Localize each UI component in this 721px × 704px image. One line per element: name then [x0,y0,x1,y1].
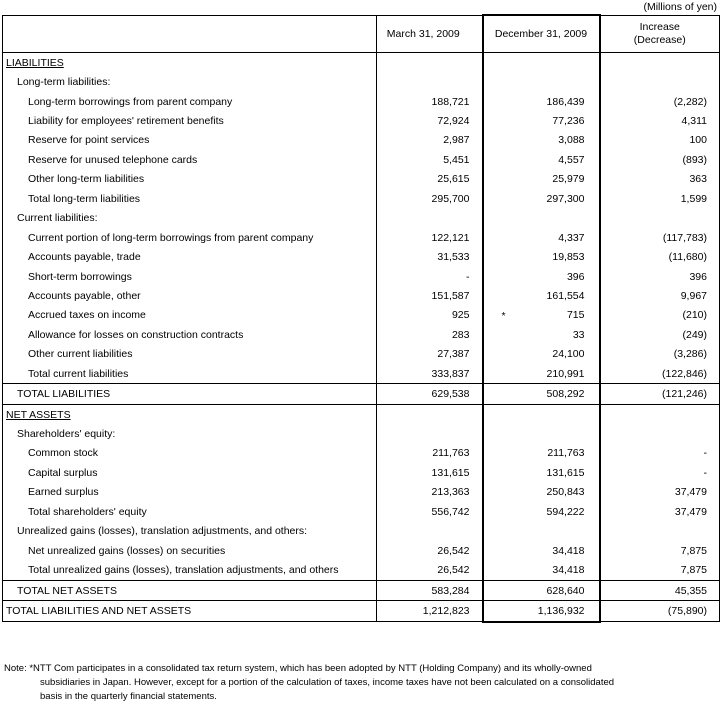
value-increase-decrease [600,228,720,247]
value-march-2009 [377,209,483,228]
value-increase-decrease-text: 396 [689,270,707,283]
header-decrease-line: (Decrease) [633,33,686,46]
table-row [3,111,720,130]
value-december-2009-text: 628,640 [546,584,585,597]
table-row [3,541,720,560]
value-march-2009 [377,53,483,73]
row-label-text: Capital surplus [28,466,98,479]
table-row [3,364,720,384]
row-label-text: Other current liabilities [28,348,133,361]
row-label [3,483,377,502]
value-december-2009 [483,228,600,247]
value-increase-decrease [600,560,720,580]
row-label-text: Net unrealized gains (losses) on securities [28,544,226,557]
value-increase-decrease [600,463,720,482]
table-row [3,325,720,344]
value-increase-decrease-text: (11,680) [668,251,707,264]
value-increase-decrease [600,502,720,521]
value-march-2009-text: 188,721 [431,95,470,108]
row-label [3,444,377,463]
value-march-2009 [377,580,483,600]
value-increase-decrease-text: (75,890) [667,605,707,618]
value-increase-decrease-text: 1,599 [680,192,707,205]
value-december-2009-text: 211,763 [547,447,585,460]
value-march-2009 [377,541,483,560]
row-label [3,92,377,111]
table-row [3,463,720,482]
table-row [3,247,720,266]
row-label-text: Short-term borrowings [28,270,132,283]
value-december-2009 [483,306,600,325]
value-increase-decrease-text: (3,286) [673,348,707,361]
value-december-2009-text: 19,853 [552,251,585,264]
row-label [3,306,377,325]
value-march-2009 [377,267,483,286]
value-december-2009 [483,601,600,622]
value-march-2009-text: 72,924 [437,115,470,128]
value-march-2009 [377,228,483,247]
value-march-2009 [377,189,483,208]
value-december-2009 [483,72,600,91]
value-increase-decrease-text: 4,311 [681,115,707,128]
value-march-2009-text: 31,533 [437,251,470,264]
value-increase-decrease [600,267,720,286]
table-row [3,444,720,463]
row-label-text: Accrued taxes on income [28,309,146,322]
value-march-2009-text: - [466,270,470,283]
row-label [3,170,377,189]
value-march-2009-text: 1,212,823 [422,605,470,618]
value-december-2009 [483,522,600,541]
value-increase-decrease [600,424,720,443]
value-increase-decrease [600,170,720,189]
value-december-2009-text: 715 [566,309,585,322]
row-label-text: Reserve for unused telephone cards [28,153,198,166]
value-march-2009 [377,502,483,521]
value-december-2009 [483,150,600,169]
value-march-2009-text: 925 [451,309,470,322]
row-label-text: Common stock [28,447,99,460]
value-increase-decrease [600,384,720,404]
row-label [3,53,377,73]
row-label [3,150,377,169]
row-label [3,345,377,364]
value-increase-decrease [600,72,720,91]
value-march-2009-text: 333,837 [431,367,470,380]
value-december-2009 [483,463,600,482]
value-march-2009 [377,601,483,622]
value-december-2009-text: 33 [572,328,585,341]
row-label [3,267,377,286]
value-increase-decrease-text: 37,479 [674,486,707,499]
value-march-2009 [377,92,483,111]
value-march-2009 [377,170,483,189]
units-label: (Millions of yen) [643,1,717,13]
row-label-text: TOTAL NET ASSETS [17,584,117,597]
value-december-2009-text: 34,418 [552,564,585,577]
value-december-2009-text: 131,615 [546,466,585,479]
value-march-2009 [377,306,483,325]
table-row [3,72,720,91]
row-label [3,580,377,600]
table-row [3,306,720,325]
row-label-text: Earned surplus [28,486,99,499]
value-increase-decrease-text: (122,846) [662,367,707,380]
table-header-row [3,15,720,53]
row-label [3,189,377,208]
row-label [3,72,377,91]
header-december-2009: December 31, 2009 [483,15,600,53]
value-increase-decrease [600,150,720,169]
value-december-2009-text: 594,222 [546,505,585,518]
value-december-2009 [483,131,600,150]
value-increase-decrease [600,444,720,463]
footnote-line-3: basis in the quarterly financial statements. [40,691,217,702]
value-march-2009-text: 629,538 [431,388,470,401]
table-row [3,189,720,208]
row-label [3,404,377,424]
value-march-2009-text: 26,542 [437,564,470,577]
row-label-text: Long-term borrowings from parent company [28,95,233,108]
row-label-text: TOTAL LIABILITIES AND NET ASSETS [6,605,192,618]
row-label-text: Unrealized gains (losses), translation adjustments, and others: [17,525,308,538]
table-row [3,345,720,364]
value-march-2009-text: 2,987 [443,134,470,147]
value-december-2009-text: 161,554 [546,289,585,302]
value-increase-decrease [600,306,720,325]
table-row [3,580,720,600]
row-label [3,384,377,404]
value-increase-decrease-text: (210) [682,309,707,322]
row-label [3,560,377,580]
value-march-2009 [377,345,483,364]
value-increase-decrease-text: 45,355 [674,584,707,597]
value-march-2009 [377,364,483,384]
value-increase-decrease-text: - [703,447,707,460]
table-row [3,267,720,286]
value-increase-decrease [600,92,720,111]
table-row [3,286,720,305]
row-label-text: Long-term liabilities: [17,76,111,89]
value-december-2009 [483,384,600,404]
value-march-2009 [377,111,483,130]
value-increase-decrease [600,364,720,384]
value-december-2009 [483,111,600,130]
value-march-2009-text: 283 [451,328,470,341]
row-label-text: NET ASSETS [6,408,71,421]
table-row [3,150,720,169]
table-row [3,170,720,189]
row-label-text: Current liabilities: [17,212,98,225]
value-december-2009 [483,580,600,600]
value-march-2009-text: 213,363 [431,486,470,499]
table-row [3,560,720,580]
value-december-2009-text: 1,136,932 [537,604,585,617]
footnote [4,662,704,704]
value-december-2009 [483,404,600,424]
header-label-cell [3,15,377,53]
value-increase-decrease-text: 7,875 [680,564,707,577]
header-increase-decrease [600,15,720,53]
value-increase-decrease [600,209,720,228]
row-label [3,463,377,482]
value-december-2009-text: 3,088 [558,134,585,147]
value-december-2009-text: 210,991 [546,367,585,380]
value-december-2009 [483,364,600,384]
value-march-2009-text: 556,742 [431,505,470,518]
value-increase-decrease [600,189,720,208]
value-december-2009 [483,444,600,463]
row-label-text: Liability for employees' retirement benefits [28,115,224,128]
value-march-2009 [377,444,483,463]
value-march-2009-text: 25,615 [437,173,470,186]
value-december-2009 [483,541,600,560]
value-increase-decrease [600,111,720,130]
header-increase-line: Increase [639,20,680,33]
row-label-text: Current portion of long-term borrowings from parent company [28,231,314,244]
row-label-text: Allowance for losses on construction contracts [28,328,244,341]
table-row [3,404,720,424]
value-march-2009-text: 151,587 [431,289,470,302]
value-december-2009 [483,209,600,228]
value-increase-decrease [600,345,720,364]
value-increase-decrease-text: 100 [689,134,707,147]
row-label-text: TOTAL LIABILITIES [17,388,111,401]
value-march-2009 [377,150,483,169]
value-december-2009-text: 4,557 [558,153,585,166]
table-row [3,483,720,502]
value-december-2009-text: 77,236 [552,115,585,128]
value-march-2009-text: 5,451 [443,153,470,166]
value-increase-decrease [600,404,720,424]
row-label-text: Accounts payable, trade [28,251,141,264]
row-label [3,228,377,247]
value-december-2009-text: 34,418 [552,544,585,557]
value-increase-decrease-text: (249) [682,328,707,341]
value-march-2009 [377,560,483,580]
value-december-2009 [483,424,600,443]
table-row [3,228,720,247]
value-march-2009-text: 583,284 [431,584,470,597]
value-increase-decrease-text: 37,479 [674,505,707,518]
value-december-2009 [483,53,600,73]
row-label-text: Shareholders' equity: [17,428,116,441]
row-label-text: Total long-term liabilities [28,192,141,205]
value-increase-decrease-text: (121,246) [662,388,707,401]
table-row [3,424,720,443]
value-increase-decrease [600,601,720,622]
row-label [3,541,377,560]
value-increase-decrease-text: 9,967 [680,289,707,302]
value-march-2009 [377,286,483,305]
footnote-marker: * [501,309,506,322]
footnote-line-1: Note: *NTT Com participates in a consolidated tax return system, which has been adopted by NTT (Holding Company) and its wholly-owned [4,663,592,674]
value-december-2009 [483,286,600,305]
value-march-2009-text: 211,763 [432,447,470,460]
value-increase-decrease [600,286,720,305]
value-march-2009 [377,404,483,424]
value-march-2009-text: 26,542 [437,544,470,557]
header-march-2009: March 31, 2009 [377,15,483,53]
row-label [3,209,377,228]
row-label [3,502,377,521]
row-label [3,424,377,443]
footnote-line-2: subsidiaries in Japan. However, except for a portion of the calculation of taxes, income taxes have not been calculated on a consolidated [40,677,615,688]
value-march-2009-text: 131,615 [431,466,470,479]
value-march-2009 [377,463,483,482]
value-march-2009 [377,72,483,91]
row-label-text: LIABILITIES [6,56,64,69]
table-row [3,209,720,228]
value-march-2009 [377,131,483,150]
row-label-text: Other long-term liabilities [28,173,145,186]
value-december-2009-text: 297,300 [546,192,585,205]
value-increase-decrease [600,580,720,600]
value-increase-decrease [600,483,720,502]
value-march-2009 [377,483,483,502]
row-label [3,601,377,622]
value-march-2009 [377,247,483,266]
value-december-2009-text: 4,337 [558,231,585,244]
value-december-2009-text: 250,843 [546,486,585,499]
row-label [3,286,377,305]
table-row [3,53,720,73]
table-row [3,522,720,541]
value-increase-decrease-text: 363 [689,173,707,186]
row-label-text: Total unrealized gains (losses), translation adjustments, and others [28,564,339,577]
value-march-2009-text: 295,700 [431,192,470,205]
value-increase-decrease-text: (117,783) [662,231,707,244]
row-label [3,247,377,266]
row-label [3,325,377,344]
value-december-2009 [483,502,600,521]
value-increase-decrease [600,541,720,560]
value-increase-decrease [600,325,720,344]
row-label-text: Reserve for point services [28,134,150,147]
value-march-2009 [377,384,483,404]
table-row [3,502,720,521]
row-label-text: Accounts payable, other [28,289,141,302]
value-december-2009-text: 25,979 [552,173,585,186]
value-december-2009-text: 508,292 [546,388,585,401]
value-december-2009 [483,267,600,286]
value-increase-decrease [600,522,720,541]
row-label-text: Total current liabilities [28,367,129,380]
value-increase-decrease-text: (893) [682,153,707,166]
value-december-2009 [483,325,600,344]
value-increase-decrease-text: 7,875 [680,544,707,557]
table-row [3,384,720,404]
value-december-2009 [483,92,600,111]
value-march-2009 [377,424,483,443]
value-march-2009-text: 122,121 [431,231,470,244]
value-december-2009-text: 186,439 [546,95,585,108]
value-december-2009 [483,560,600,580]
value-march-2009-text: 27,387 [437,348,470,361]
value-increase-decrease-text: (2,282) [673,95,707,108]
row-label [3,522,377,541]
row-label [3,364,377,384]
value-december-2009-text: 396 [566,270,585,283]
value-december-2009 [483,189,600,208]
balance-sheet-table [2,14,720,623]
value-march-2009 [377,325,483,344]
table-row [3,601,720,622]
value-december-2009 [483,345,600,364]
row-label [3,131,377,150]
table-row [3,92,720,111]
value-december-2009 [483,483,600,502]
value-increase-decrease [600,131,720,150]
value-december-2009 [483,170,600,189]
row-label-text: Total shareholders' equity [28,505,147,518]
value-increase-decrease [600,53,720,73]
value-december-2009 [483,247,600,266]
value-december-2009-text: 24,100 [552,348,585,361]
value-march-2009 [377,522,483,541]
value-increase-decrease-text: - [703,466,707,479]
table-row [3,131,720,150]
row-label [3,111,377,130]
value-increase-decrease [600,247,720,266]
